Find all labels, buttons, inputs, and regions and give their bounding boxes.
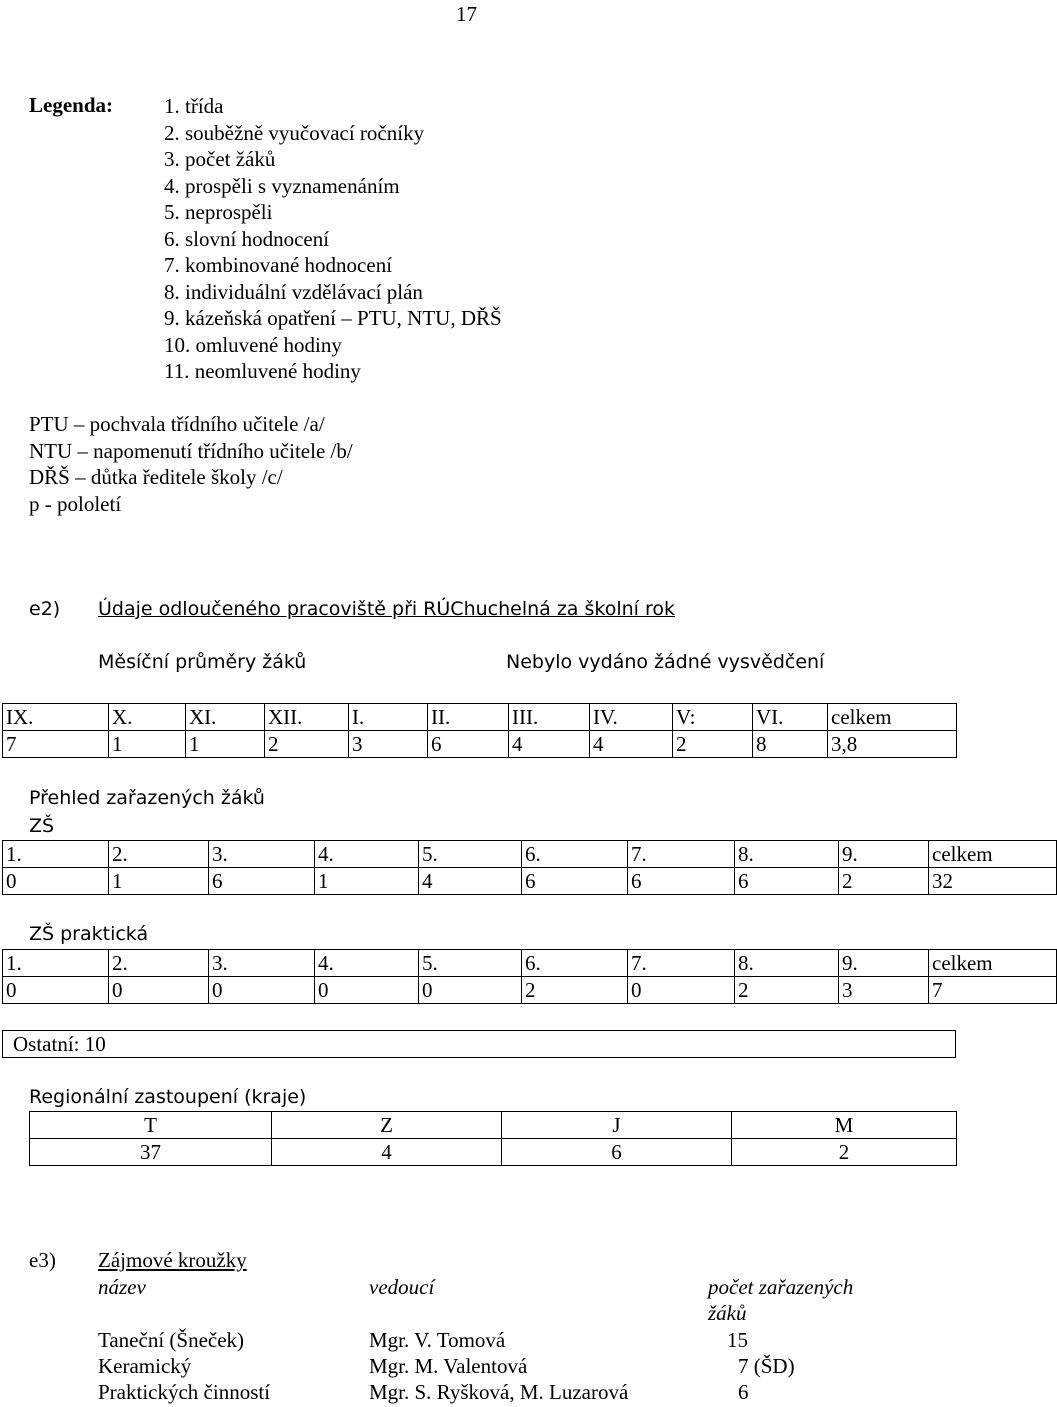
table-header-cell: 4.: [315, 950, 419, 977]
table-row: [3, 868, 1057, 895]
table-cell: 6: [735, 868, 839, 895]
table-header-cell: XII.: [265, 704, 349, 731]
table-cell: 4: [419, 868, 522, 895]
table-cell: 6: [209, 868, 315, 895]
table-cell: 2: [732, 1139, 957, 1166]
regional-title: Regionální zastoupení (kraje): [29, 1086, 307, 1108]
table-cell: 7: [929, 977, 1057, 1004]
column-header-leader: vedoucí: [369, 1275, 435, 1299]
table-cell: 6: [428, 731, 509, 758]
legend-item: 5. neprospěli: [164, 200, 273, 224]
table-cell: 2: [522, 977, 628, 1004]
table-header-cell: 1.: [3, 841, 109, 868]
table-header-cell: 8.: [735, 841, 839, 868]
table-header-cell: 6.: [522, 841, 628, 868]
table-header-cell: XI.: [186, 704, 265, 731]
table-header-cell: 9.: [839, 950, 929, 977]
table-cell: 6: [502, 1139, 732, 1166]
table-cell: 0: [315, 977, 419, 1004]
table-cell: 4: [272, 1139, 502, 1166]
legend-item: 2. souběžně vyučovací ročníky: [164, 120, 425, 145]
table-row: [3, 731, 957, 758]
legend-label: Legenda:: [29, 93, 113, 117]
table-header-cell: celkem: [929, 950, 1057, 977]
table-header-cell: M: [732, 1112, 957, 1139]
zs-practical-table: [2, 949, 1057, 1004]
table-header-cell: X.: [109, 704, 186, 731]
table-cell: 0: [419, 977, 522, 1004]
table-header-row: [3, 704, 957, 731]
club-leader: Mgr. V. Tomová: [369, 1328, 506, 1352]
table-cell: 1: [315, 868, 419, 895]
table-header-cell: Z: [272, 1112, 502, 1139]
table-cell: 3,8: [828, 731, 957, 758]
club-name: Taneční (Šneček): [98, 1328, 245, 1352]
table-cell: 2: [839, 868, 929, 895]
table-header-cell: T: [30, 1112, 272, 1139]
no-report-note: Nebylo vydáno žádné vysvědčení: [506, 651, 825, 673]
table-cell: 0: [3, 977, 109, 1004]
other-box: [2, 1030, 956, 1058]
table-header-cell: IV.: [590, 704, 673, 731]
table-header-cell: I.: [349, 704, 428, 731]
abbreviation-item: NTU – napomenutí třídního učitele /b/: [29, 438, 353, 463]
table-cell: 2: [673, 731, 753, 758]
column-header-name: název: [98, 1275, 146, 1299]
legend-list: [164, 93, 502, 385]
table-header-row: [3, 950, 1057, 977]
table-header-cell: III.: [509, 704, 590, 731]
legend-item: 3. počet žáků: [164, 147, 276, 171]
table-cell: 0: [628, 977, 735, 1004]
table-header-row: [3, 841, 1057, 868]
abbreviation-item: PTU – pochvala třídního učitele /a/: [29, 412, 325, 436]
table-cell: 8: [753, 731, 828, 758]
table-cell: 6: [522, 868, 628, 895]
table-header-cell: V:: [673, 704, 753, 731]
table-header-cell: VI.: [753, 704, 828, 731]
table-header-row: [30, 1112, 957, 1139]
table-cell: 4: [590, 731, 673, 758]
abbreviation-list: [29, 411, 353, 517]
table-header-cell: IX.: [3, 704, 109, 731]
legend-item: 1. třída: [164, 94, 224, 118]
legend-item: 9. kázeňská opatření – PTU, NTU, DŘŠ: [164, 306, 502, 330]
club-count: 7 (ŠD): [738, 1354, 795, 1378]
table-header-cell: 2.: [109, 841, 209, 868]
table-cell: 32: [929, 868, 1057, 895]
legend-item: 4. prospěli s vyznamenáním: [164, 173, 400, 198]
table-cell: 1: [109, 731, 186, 758]
table-header-cell: 3.: [209, 950, 315, 977]
regional-table: [29, 1111, 957, 1166]
placement-title: Přehled zařazených žáků: [29, 787, 265, 809]
table-cell: 4: [509, 731, 590, 758]
legend-item: 10. omluvené hodiny: [164, 332, 342, 357]
table-row: [30, 1139, 957, 1166]
table-cell: 3: [839, 977, 929, 1004]
column-header-count: počet zařazených: [708, 1275, 854, 1299]
section-heading-e2: Údaje odloučeného pracoviště při RÚChuchelná za školní rok: [98, 598, 676, 620]
zs-practical-label: ZŠ praktická: [29, 923, 149, 945]
other-count: Ostatní: 10: [3, 1031, 956, 1058]
table-header-cell: 4.: [315, 841, 419, 868]
zs-label: ZŠ: [29, 815, 55, 837]
club-count: 15: [727, 1328, 748, 1352]
club-count: 6: [738, 1380, 749, 1404]
table-header-cell: 9.: [839, 841, 929, 868]
column-header-count-line2: žáků: [708, 1301, 747, 1325]
table-header-cell: 2.: [109, 950, 209, 977]
table-header-cell: 1.: [3, 950, 109, 977]
table-header-cell: 8.: [735, 950, 839, 977]
section-marker-e2: e2): [29, 598, 61, 620]
table-cell: 2: [735, 977, 839, 1004]
legend-item: 11. neomluvené hodiny: [164, 359, 361, 383]
club-name: Keramický: [98, 1354, 192, 1378]
table-header-cell: J: [502, 1112, 732, 1139]
monthly-table: [2, 703, 957, 758]
table-cell: 7: [3, 731, 109, 758]
table-header-cell: 3.: [209, 841, 315, 868]
legend-item: 7. kombinované hodnocení: [164, 253, 393, 277]
abbreviation-item: p - pololetí: [29, 491, 122, 516]
table-cell: 6: [628, 868, 735, 895]
table-cell: 3: [349, 731, 428, 758]
section-marker-e3: e3): [29, 1248, 56, 1272]
table-header-cell: II.: [428, 704, 509, 731]
legend-item: 6. slovní hodnocení: [164, 226, 330, 251]
table-row: [3, 977, 1057, 1004]
table-header-cell: celkem: [929, 841, 1057, 868]
table-cell: 0: [109, 977, 209, 1004]
table-cell: 1: [109, 868, 209, 895]
club-leader: Mgr. S. Ryšková, M. Luzarová: [369, 1380, 629, 1404]
table-header-cell: 7.: [628, 841, 735, 868]
monthly-label: Měsíční průměry žáků: [98, 651, 307, 673]
zs-table: [2, 840, 1057, 895]
table-header-cell: 6.: [522, 950, 628, 977]
table-header-cell: 5.: [419, 950, 522, 977]
abbreviation-item: DŘŠ – důtka ředitele školy /c/: [29, 465, 283, 489]
table-header-cell: 7.: [628, 950, 735, 977]
club-leader: Mgr. M. Valentová: [369, 1354, 528, 1378]
page-number: 17: [456, 2, 477, 26]
table-cell: 2: [265, 731, 349, 758]
section-heading-e3: Zájmové kroužky: [98, 1248, 247, 1272]
club-name: Praktických činností: [98, 1380, 271, 1404]
table-cell: 0: [209, 977, 315, 1004]
table-cell: 0: [3, 868, 109, 895]
table-header-cell: celkem: [828, 704, 957, 731]
table-cell: 37: [30, 1139, 272, 1166]
table-cell: 1: [186, 731, 265, 758]
table-header-cell: 5.: [419, 841, 522, 868]
legend-item: 8. individuální vzdělávací plán: [164, 279, 423, 304]
